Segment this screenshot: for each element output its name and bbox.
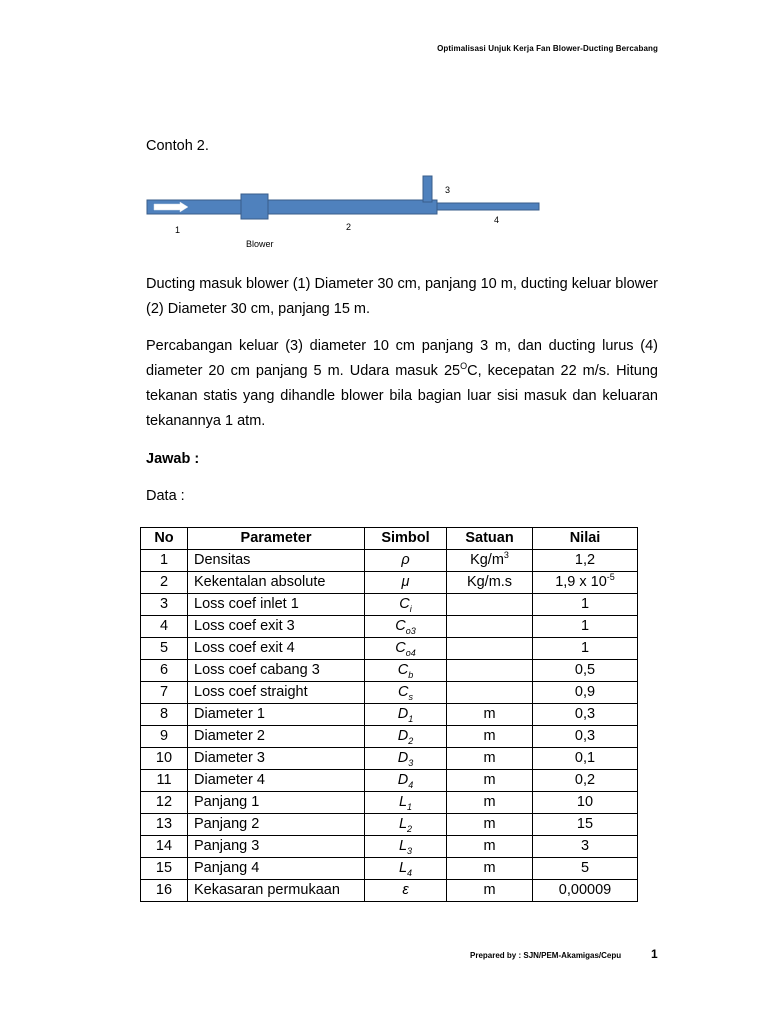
table-row (141, 682, 638, 704)
unit-base: Kg/m (470, 552, 504, 568)
duct-label-4: 4 (494, 215, 500, 225)
cell-parameter: Densitas (188, 550, 365, 572)
cell-value (533, 638, 638, 660)
table-row (141, 880, 638, 902)
cell-value (533, 660, 638, 682)
value-base: 1 (580, 596, 590, 612)
symbol-base: C (397, 662, 409, 678)
cell-unit (447, 704, 533, 726)
cell-value (533, 726, 638, 748)
cell-symbol (365, 748, 447, 770)
symbol-subscript: o4 (405, 647, 416, 658)
duct-label-3: 3 (445, 185, 451, 195)
symbol-subscript: 1 (407, 801, 413, 812)
unit-base: m (483, 838, 496, 854)
table-row (141, 726, 638, 748)
cell-no: 8 (141, 704, 188, 726)
value-base: 1 (580, 640, 590, 656)
unit-base: m (483, 816, 496, 832)
table-header-row (141, 528, 638, 550)
cell-value (533, 748, 638, 770)
cell-unit (447, 748, 533, 770)
value-base: 10 (576, 794, 594, 810)
cell-symbol (365, 814, 447, 836)
table-row (141, 748, 638, 770)
problem-paragraph-1: Ducting masuk blower (1) Diameter 30 cm, panjang 10 m, ducting keluar blower (2) Diameter 30 cm, panjang 15 m. (146, 276, 658, 317)
symbol-subscript: o3 (405, 625, 416, 636)
cell-unit (447, 572, 533, 594)
symbol-base: C (399, 596, 410, 612)
cell-unit (447, 616, 533, 638)
header-simbol: Simbol (365, 528, 447, 550)
symbol-base: C (398, 684, 409, 700)
table-row (141, 704, 638, 726)
symbol-subscript: b (408, 669, 414, 680)
header-parameter: Parameter (188, 528, 365, 550)
cell-parameter: Panjang 1 (188, 792, 365, 814)
cell-no: 11 (141, 770, 188, 792)
cell-symbol (365, 880, 447, 902)
symbol-base: μ (401, 574, 410, 590)
footer-prepared-by: Prepared by : SJN/PEM-Akamigas/Cepu (470, 951, 622, 960)
value-base: 15 (576, 816, 594, 832)
duct-4 (437, 203, 539, 210)
symbol-base: C (395, 618, 406, 634)
cell-symbol (365, 616, 447, 638)
cell-no: 14 (141, 836, 188, 858)
table-row (141, 836, 638, 858)
cell-no: 15 (141, 858, 188, 880)
cell-unit (447, 836, 533, 858)
value-base: 3 (580, 838, 590, 854)
value-base: 1,2 (574, 552, 596, 568)
blower-box (241, 194, 268, 219)
unit-base: m (483, 750, 496, 766)
cell-symbol (365, 726, 447, 748)
duct-3-branch (423, 176, 432, 202)
table-row (141, 770, 638, 792)
cell-symbol (365, 594, 447, 616)
cell-no: 6 (141, 660, 188, 682)
cell-no: 3 (141, 594, 188, 616)
cell-symbol (365, 858, 447, 880)
cell-parameter: Loss coef straight (188, 682, 365, 704)
unit-base: m (483, 882, 496, 898)
cell-value (533, 572, 638, 594)
symbol-base: L (398, 816, 408, 832)
symbol-subscript: 3 (408, 757, 414, 768)
cell-unit (447, 594, 533, 616)
cell-parameter: Loss coef exit 4 (188, 638, 365, 660)
table-row (141, 660, 638, 682)
cell-no: 10 (141, 748, 188, 770)
table-row (141, 572, 638, 594)
cell-symbol (365, 836, 447, 858)
cell-unit (447, 858, 533, 880)
duct-label-1: 1 (175, 225, 181, 235)
cell-value (533, 616, 638, 638)
cell-value (533, 792, 638, 814)
duct-1-2 (147, 200, 437, 214)
cell-symbol (365, 572, 447, 594)
section-heading: Contoh 2. (146, 138, 209, 154)
cell-unit (447, 726, 533, 748)
symbol-base: L (398, 860, 408, 876)
cell-no: 13 (141, 814, 188, 836)
cell-parameter: Diameter 3 (188, 748, 365, 770)
cell-symbol (365, 660, 447, 682)
cell-no: 7 (141, 682, 188, 704)
value-base: 0,00009 (558, 882, 612, 898)
value-base: 0,3 (574, 728, 596, 744)
blower-label: Blower (246, 239, 274, 249)
cell-value (533, 770, 638, 792)
symbol-subscript: 2 (408, 735, 414, 746)
symbol-subscript: 4 (408, 779, 414, 790)
header-satuan: Satuan (447, 528, 533, 550)
cell-symbol (365, 792, 447, 814)
symbol-base: ε (402, 882, 409, 898)
data-label: Data : (146, 488, 185, 504)
symbol-base: L (398, 838, 408, 854)
cell-symbol (365, 704, 447, 726)
answer-label: Jawab : (146, 451, 200, 467)
table-row (141, 858, 638, 880)
table-row (141, 550, 638, 572)
symbol-subscript: s (408, 691, 413, 702)
cell-parameter: Diameter 4 (188, 770, 365, 792)
cell-parameter: Loss coef inlet 1 (188, 594, 365, 616)
cell-unit (447, 770, 533, 792)
header-no: No (141, 528, 188, 550)
cell-value (533, 880, 638, 902)
symbol-base: D (397, 706, 409, 722)
cell-parameter: Panjang 4 (188, 858, 365, 880)
cell-unit (447, 550, 533, 572)
cell-no: 5 (141, 638, 188, 660)
cell-parameter: Panjang 2 (188, 814, 365, 836)
value-base: 0,1 (574, 750, 596, 766)
cell-parameter: Loss coef cabang 3 (188, 660, 365, 682)
degree-superscript: O (460, 361, 468, 372)
symbol-subscript: 3 (407, 845, 413, 856)
cell-value (533, 704, 638, 726)
unit-base: m (483, 772, 496, 788)
cell-value (533, 858, 638, 880)
cell-parameter: Kekentalan absolute (188, 572, 365, 594)
cell-no: 9 (141, 726, 188, 748)
cell-unit (447, 792, 533, 814)
symbol-subscript: 2 (407, 823, 413, 834)
cell-parameter: Kekasaran permukaan (188, 880, 365, 902)
table-row (141, 792, 638, 814)
page-number: 1 (651, 947, 658, 961)
cell-symbol (365, 770, 447, 792)
table-row (141, 814, 638, 836)
symbol-subscript: 4 (407, 867, 413, 878)
header-nilai: Nilai (533, 528, 638, 550)
cell-value (533, 814, 638, 836)
value-base: 0,9 (574, 684, 596, 700)
cell-value (533, 550, 638, 572)
paragraph-2-part-b: C, kecepatan 22 m/s. Hitung tekanan statis yang dihandle blower bila bagian luar sisi masuk dan keluaran tekanannya 1 atm. (146, 363, 658, 429)
symbol-base: D (397, 750, 409, 766)
value-base: 0,5 (574, 662, 596, 678)
cell-unit (447, 660, 533, 682)
symbol-base: L (398, 794, 408, 810)
symbol-base: C (395, 640, 406, 656)
page-header-title: Optimalisasi Unjuk Kerja Fan Blower-Ducting Bercabang (437, 44, 658, 53)
cell-parameter: Loss coef exit 3 (188, 616, 365, 638)
unit-base: m (483, 706, 496, 722)
symbol-base: D (397, 728, 409, 744)
parameter-table (140, 527, 638, 902)
value-superscript: -5 (606, 572, 615, 583)
cell-unit (447, 814, 533, 836)
unit-base: m (483, 728, 496, 744)
symbol-base: ρ (401, 552, 410, 568)
cell-value (533, 836, 638, 858)
cell-value (533, 594, 638, 616)
cell-no: 12 (141, 792, 188, 814)
cell-no: 4 (141, 616, 188, 638)
cell-symbol (365, 550, 447, 572)
paragraph-2-part-a: Percabangan keluar (3) diameter 10 cm panjang 3 m, dan ducting lurus (4) diameter 20 cm panjang 5 m. Udara masuk 25 (146, 338, 658, 379)
value-base: 1,9 x 10 (555, 574, 607, 590)
cell-no: 1 (141, 550, 188, 572)
problem-paragraph-2 (146, 334, 658, 434)
cell-symbol (365, 638, 447, 660)
value-base: 1 (580, 618, 590, 634)
unit-base: m (483, 860, 496, 876)
table-row (141, 616, 638, 638)
cell-unit (447, 638, 533, 660)
table-row (141, 638, 638, 660)
value-base: 0,3 (574, 706, 596, 722)
cell-unit (447, 682, 533, 704)
cell-value (533, 682, 638, 704)
cell-parameter: Diameter 2 (188, 726, 365, 748)
symbol-subscript: 1 (408, 713, 414, 724)
table-row (141, 594, 638, 616)
cell-no: 2 (141, 572, 188, 594)
duct-diagram (140, 170, 550, 255)
symbol-base: D (397, 772, 409, 788)
cell-parameter: Panjang 3 (188, 836, 365, 858)
unit-base: Kg/m.s (466, 574, 513, 590)
value-base: 0,2 (574, 772, 596, 788)
cell-no: 16 (141, 880, 188, 902)
cell-unit (447, 880, 533, 902)
value-base: 5 (580, 860, 590, 876)
duct-label-2: 2 (346, 222, 352, 232)
unit-superscript: 3 (503, 550, 509, 561)
cell-parameter: Diameter 1 (188, 704, 365, 726)
symbol-subscript: i (409, 603, 412, 614)
unit-base: m (483, 794, 496, 810)
cell-symbol (365, 682, 447, 704)
